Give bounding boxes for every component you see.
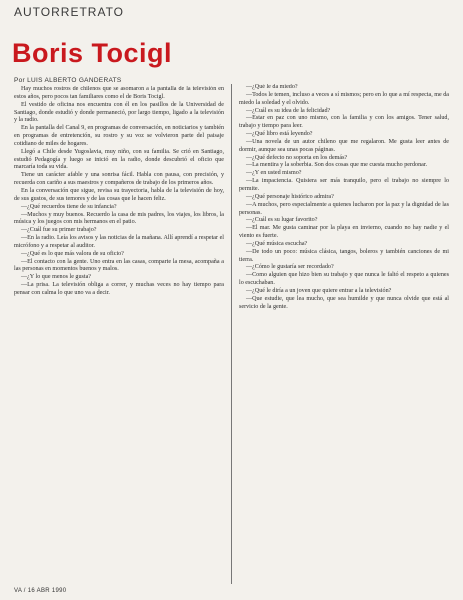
paragraph: —Que estudie, que lea mucho, que sea humilde y que nunca olvide que está al servicio de la gente. — [239, 295, 449, 310]
paragraph: Hay muchos rostros de chilenos que se asomaron a la pantalla de la televisión en estos años, pero pocos tan familiares como el de Boris Tocigl. — [14, 86, 224, 100]
page-footer: VA / 16 ABR 1990 — [14, 588, 67, 594]
paragraph: —¿Qué le da miedo? — [246, 84, 298, 90]
paragraph: Tiene un carácter afable y una sonrisa fácil. Habla con pausa, con precisión, y recuerda con cariño a sus maestros y compañeros de trabajo de los primeros años. — [14, 172, 224, 187]
paragraph: Llegó a Chile desde Yugoslavia, muy niño, con su familia. Se crió en Santiago, estudió Pedagogía y luego se inició en la radio, donde descubrió el oficio que marcaría toda su vida. — [14, 148, 224, 171]
paragraph: El vestido de oficina nos encuentra con él en los pasillos de la Universidad de Santiago, donde estudió y donde permaneció, por largo tiempo, ligado a la televisión y la radio. — [14, 101, 224, 124]
paragraph: —¿Qué recuerdos tiene de su infancia? — [21, 203, 117, 210]
paragraph: —¿Y lo que menos le gusta? — [21, 274, 92, 281]
paragraph: —Muchos y muy buenos. Recuerdo la casa de mis padres, los viajes, los libros, la música y los juegos con mis hermanos en el patio. — [14, 211, 224, 226]
paragraph: —¿Cuál es su idea de la felicidad? — [246, 107, 331, 114]
paragraph: —¿Cómo le gustaría ser recordado? — [246, 264, 334, 271]
paragraph: En la conversación que sigue, revisa su trayectoria, habla de la televisión de hoy, de sus gustos, de sus temores y de las cosas que le hacen feliz. — [14, 187, 224, 202]
paragraph: —¿Cuál fue su primer trabajo? — [21, 227, 97, 234]
column-divider — [231, 84, 232, 584]
right-column — [239, 84, 449, 588]
paragraph: —¿Qué defecto no soporta en los demás? — [246, 154, 348, 161]
paragraph: —Estar en paz con uno mismo, con la familia y con los amigos. Tener salud, trabajo y tiempo para leer. — [239, 115, 449, 130]
paragraph: —¿Qué es lo que más valora de su oficio? — [21, 250, 124, 257]
paragraph: En la pantalla del Canal 9, en programas de conversación, en noticiarios y también en programas de entretención, su rostro y su voz se volvieron parte del paisaje cotidiano de miles de hogares. — [14, 125, 224, 147]
paragraph: —¿Cuál es su lugar favorito? — [246, 217, 318, 224]
paragraph: —En la radio. Leía los avisos y las noticias de la mañana. Allí aprendí a respetar el micrófono y a respetar al auditor. — [14, 235, 224, 249]
paragraph: —¿Y en usted mismo? — [246, 170, 302, 177]
section-label: AUTORRETRATO — [14, 5, 125, 19]
paragraph: —De todo un poco: música clásica, tangos, boleros y también canciones de mi tierra. — [239, 248, 449, 263]
paragraph: —Una novela de un autor chileno que me regalaron. Me gusta leer antes de dormir, aunque sea unas pocas páginas. — [239, 138, 449, 153]
paragraph: —La prisa. La televisión obliga a correr, y muchas veces no hay tiempo para pensar con calma lo que uno va a decir. — [14, 282, 224, 296]
paragraph: —La mentira y la soberbia. Son dos cosas que me cuesta mucho perdonar. — [246, 162, 428, 169]
article-title: Boris Tocigl — [12, 38, 173, 68]
paragraph: —Como alguien que hizo bien su trabajo y que nunca le faltó el respeto a quienes lo escuchaban. — [239, 272, 449, 287]
paragraph: —¿Qué música escucha? — [246, 240, 308, 247]
left-column — [14, 86, 224, 586]
byline: Por LUIS ALBERTO GANDERATS — [14, 77, 122, 84]
paragraph: —¿Qué libro está leyendo? — [246, 131, 313, 138]
paragraph: —¿Qué le diría a un joven que quiere entrar a la televisión? — [246, 287, 392, 294]
paragraph: —La impaciencia. Quisiera ser más tranquilo, pero el trabajo no siempre lo permite. — [239, 178, 449, 192]
paragraph: —¿Qué personaje histórico admira? — [246, 193, 334, 200]
paragraph: —A muchos, pero especialmente a quienes lucharon por la paz y la dignidad de las personas. — [239, 201, 449, 216]
paragraph: —El contacto con la gente. Uno entra en las casas, comparte la mesa, acompaña a las personas en momentos buenos y malos. — [14, 258, 224, 273]
paragraph: —El mar. Me gusta caminar por la playa en invierno, cuando no hay nadie y el viento es fuerte. — [239, 225, 449, 240]
paragraph: —Todos le temen, incluso a veces a sí mismos; pero en lo que a mí respecta, me da miedo la soledad y el olvido. — [239, 91, 449, 106]
